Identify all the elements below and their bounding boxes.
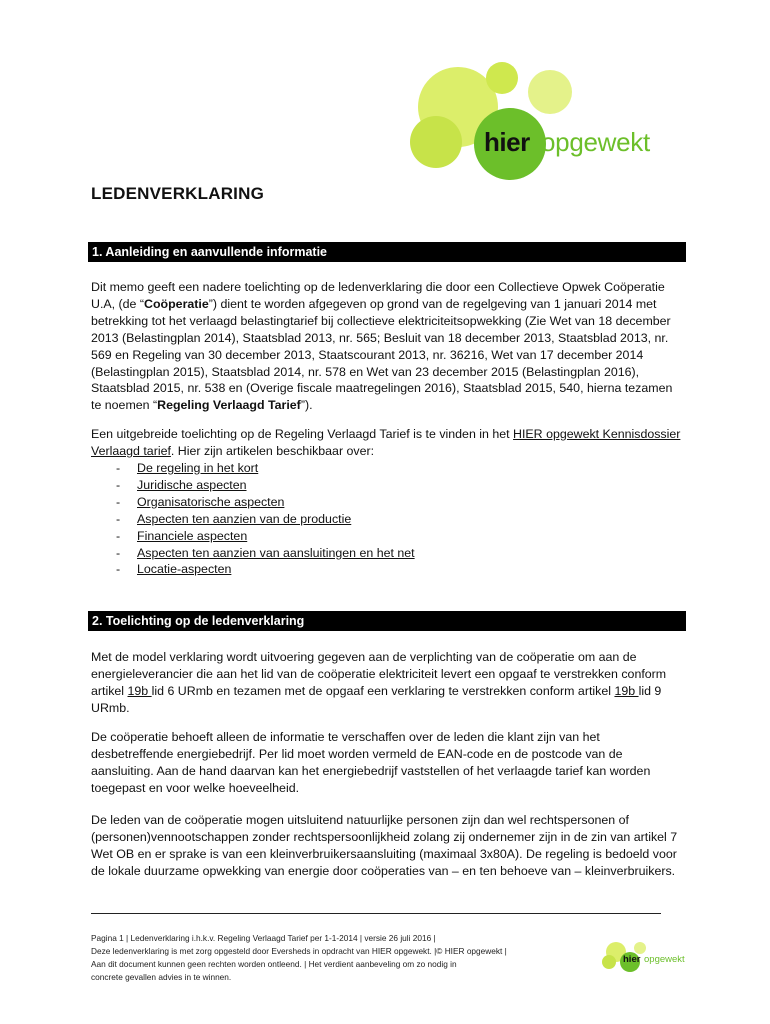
intro-paragraph xyxy=(91,279,681,414)
footer-divider xyxy=(91,913,661,914)
article-ref-19b: 19b xyxy=(614,683,639,698)
intro-text-a: Dit memo geeft een nadere toelichting op de ledenverklaring die door een Collectieve Opwek Coöperatie U.A, (de “ xyxy=(91,280,665,311)
p3-text-a: Met de model verklaring wordt uitvoering gegeven aan de verplichting van de coöperatie om aan de energieleverancier die aan het lid van de coöperatie elektriciteit levert een opgaaf te verstrekken conform artikel xyxy=(91,650,667,698)
footer-logo-word-hier: hier xyxy=(623,954,641,965)
list-dash: - xyxy=(116,477,121,492)
article-ref-19b: 19b xyxy=(127,683,152,698)
footer-text xyxy=(91,932,571,984)
article-link[interactable]: Organisatorische aspecten xyxy=(137,494,285,509)
article-link[interactable]: Juridische aspecten xyxy=(137,477,247,492)
list-item xyxy=(116,511,415,528)
footer-line: concrete gevallen advies in te winnen. xyxy=(91,972,232,982)
list-dash: - xyxy=(116,511,121,526)
list-item xyxy=(116,528,415,545)
list-item xyxy=(116,545,415,562)
list-item xyxy=(116,477,415,494)
list-dash: - xyxy=(116,528,121,543)
term-cooperatie: Coöperatie xyxy=(144,296,209,311)
intro-text-b: ”) dient te worden afgegeven op grond van de regelgeving van 1 januari 2014 met betrekking tot het verlaagd belastingtarief bij collectieve elektriciteitsopwekking (Zie Wet van 18 december 2013 (Belastingplan 2014), Staatsblad 2013, nr. 565; Besluit van 18 december 2013, Staatsblad 2013, nr. 569 en Regeling van 30 december 2013, Staatscourant 2013, nr. 36216, Wet van 17 december 2014 (Belastingplan 2015), Staatsblad 2014, nr. 578 en Wet van 23 december 2015 (Belastingplan 2016), Staatsblad 2015, nr. 538 en (Overige fiscale maatregelingen 2016), Staatsblad 2015, 540, hierna tezamen te noemen “ xyxy=(91,296,673,413)
footer-line: Pagina 1 | Ledenverklaring i.h.k.v. Regeling Verlaagd Tarief per 1-1-2014 | versie 26 juli 2016 | xyxy=(91,933,436,943)
kennisdossier-paragraph xyxy=(91,426,681,460)
footer-line: Deze ledenverklaring is met zorg opgesteld door Eversheds in opdracht van HIER opgewekt. |© HIER opgewekt | xyxy=(91,946,507,956)
document-title: LEDENVERKLARING xyxy=(91,184,265,203)
list-dash: - xyxy=(116,545,121,560)
list-item xyxy=(116,561,415,578)
article-link[interactable]: Aspecten ten aanzien van aansluitingen en het net xyxy=(137,545,415,560)
section-heading-toelichting: 2. Toelichting op de ledenverklaring xyxy=(88,611,686,631)
informatie-paragraph: De coöperatie behoeft alleen de informatie te verschaffen over de leden die klant zijn van het desbetreffende energiebedrijf. Per lid moet worden vermeld de EAN-code en de postcode van de aansluiting. Aan de hand daarvan kan het energiebedrijf vaststellen of het verlaagde tarief kan worden toegepast en voor welke hoeveelheid. xyxy=(91,730,651,795)
footer-logo xyxy=(600,940,685,974)
footer-logo-word-opgewekt: opgewekt xyxy=(644,954,685,965)
list-dash: - xyxy=(116,494,121,509)
intro-text-c: ”). xyxy=(300,398,313,413)
article-link-list xyxy=(116,460,415,578)
list-item xyxy=(116,460,415,477)
list-dash: - xyxy=(116,461,121,475)
model-verklaring-paragraph xyxy=(91,649,681,717)
p3-text-c: lid 9 URmb. xyxy=(91,683,662,715)
logo-word-opgewekt: opgewekt xyxy=(541,127,650,157)
article-link[interactable]: Financiele aspecten xyxy=(137,528,248,543)
footer-line: Aan dit document kunnen geen rechten worden ontleend. | Het verdient aanbeveling om zo nodig in xyxy=(91,959,457,969)
list-item xyxy=(116,494,415,511)
article-link[interactable]: De regeling in het kort xyxy=(137,461,259,475)
logo-circles-graphic xyxy=(400,62,690,182)
list-dash: - xyxy=(116,562,121,577)
p3-text-b: lid 6 URmb en tezamen met de opgaaf een verklaring te verstrekken conform artikel xyxy=(151,683,615,698)
kennisdossier-text-b: . Hier zijn artikelen beschikbaar over: xyxy=(170,443,375,458)
term-regeling-verlaagd-tarief: Regeling Verlaagd Tarief xyxy=(157,398,301,413)
article-link[interactable]: Locatie-aspecten xyxy=(137,562,232,577)
leden-paragraph: De leden van de coöperatie mogen uitsluitend natuurlijke personen zijn dan wel rechtspersonen of (personen)vennootschappen zonder rechtspersoonlijkheid zolang zij ondernemer zijn in de zin van artikel 7 Wet OB en er sprake is van een kleinverbruikersaansluiting (maximaal 3x80A). De regeling is bedoeld voor de lokale duurzame opwekking van energie door coöperaties van – en ten behoeve van – kleinverbruikers. xyxy=(91,813,678,878)
hier-opgewekt-logo xyxy=(400,62,690,182)
section-heading-aanleiding: 1. Aanleiding en aanvullende informatie xyxy=(88,242,686,262)
logo-word-hier: hier xyxy=(484,127,530,157)
article-link[interactable]: Aspecten ten aanzien van de productie xyxy=(137,511,352,526)
kennisdossier-text-a: Een uitgebreide toelichting op de Regeling Verlaagd Tarief is te vinden in het xyxy=(91,427,514,441)
kennisdossier-link[interactable]: HIER opgewekt Kennisdossier Verlaagd tarief xyxy=(91,427,681,458)
